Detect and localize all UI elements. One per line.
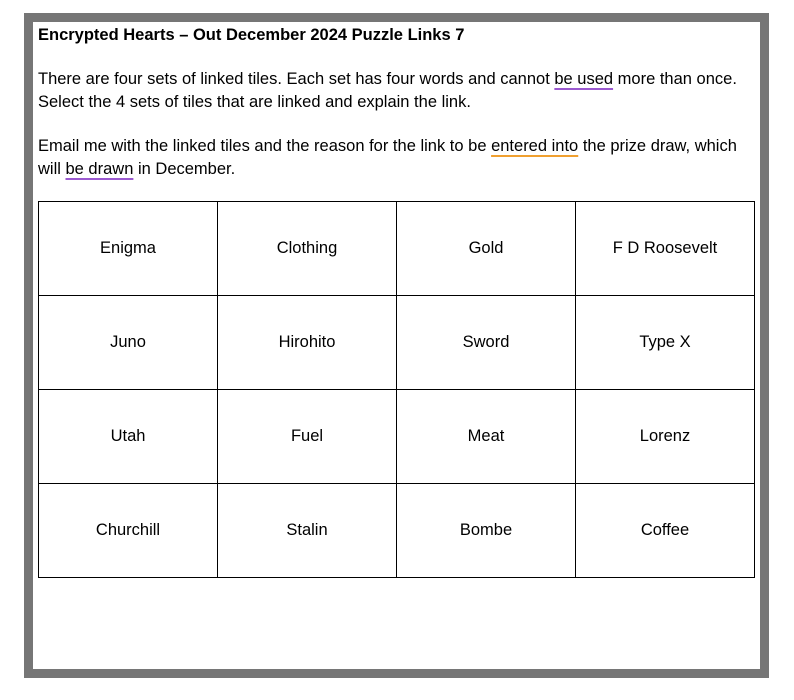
grid-tile[interactable]: Coffee [576,484,755,578]
entry-text-3: in December. [133,159,236,178]
grid-row [39,202,755,296]
instructions-text-end: more than once. Select the 4 sets of tiles that are linked and explain the link. [38,70,737,111]
grid-tile[interactable]: Lorenz [576,390,755,484]
grid-tile[interactable]: Churchill [39,484,218,578]
grid-tile[interactable]: Bombe [397,484,576,578]
grid-row [39,390,755,484]
grammar-flag-entered-into: entered into [491,137,579,155]
grid-tile[interactable]: Enigma [39,202,218,296]
grid-tile[interactable]: Type X [576,296,755,390]
grid-row [39,296,755,390]
puzzle-grid [38,201,755,578]
grammar-flag-be-used: be used [554,70,614,88]
document-page [33,22,760,669]
page-border [24,13,769,678]
grid-tile[interactable]: Utah [39,390,218,484]
grid-tile[interactable]: Gold [397,202,576,296]
grid-tile[interactable]: Clothing [218,202,397,296]
puzzle-title: Encrypted Hearts – Out December 2024 Puzzle Links 7 [38,26,465,44]
grid-tile[interactable]: Fuel [218,390,397,484]
grid-tile[interactable]: Hirohito [218,296,397,390]
grid-tile[interactable]: F D Roosevelt [576,202,755,296]
grid-tile[interactable]: Stalin [218,484,397,578]
grammar-flag-be-drawn: be drawn [65,159,134,178]
entry-paragraph [38,135,753,180]
entry-text-1: Email me with the linked tiles and the reason for the link to be [38,137,492,155]
instructions-paragraph [38,68,753,113]
grid-row [39,484,755,578]
grid-tile[interactable]: Sword [397,296,576,390]
grid-tile[interactable]: Meat [397,390,576,484]
grid-tile[interactable]: Juno [39,296,218,390]
instructions-text-start: There are four sets of linked tiles. Each set has four words and cannot [38,70,555,88]
entry-text-2: the prize draw, which will [38,137,737,178]
